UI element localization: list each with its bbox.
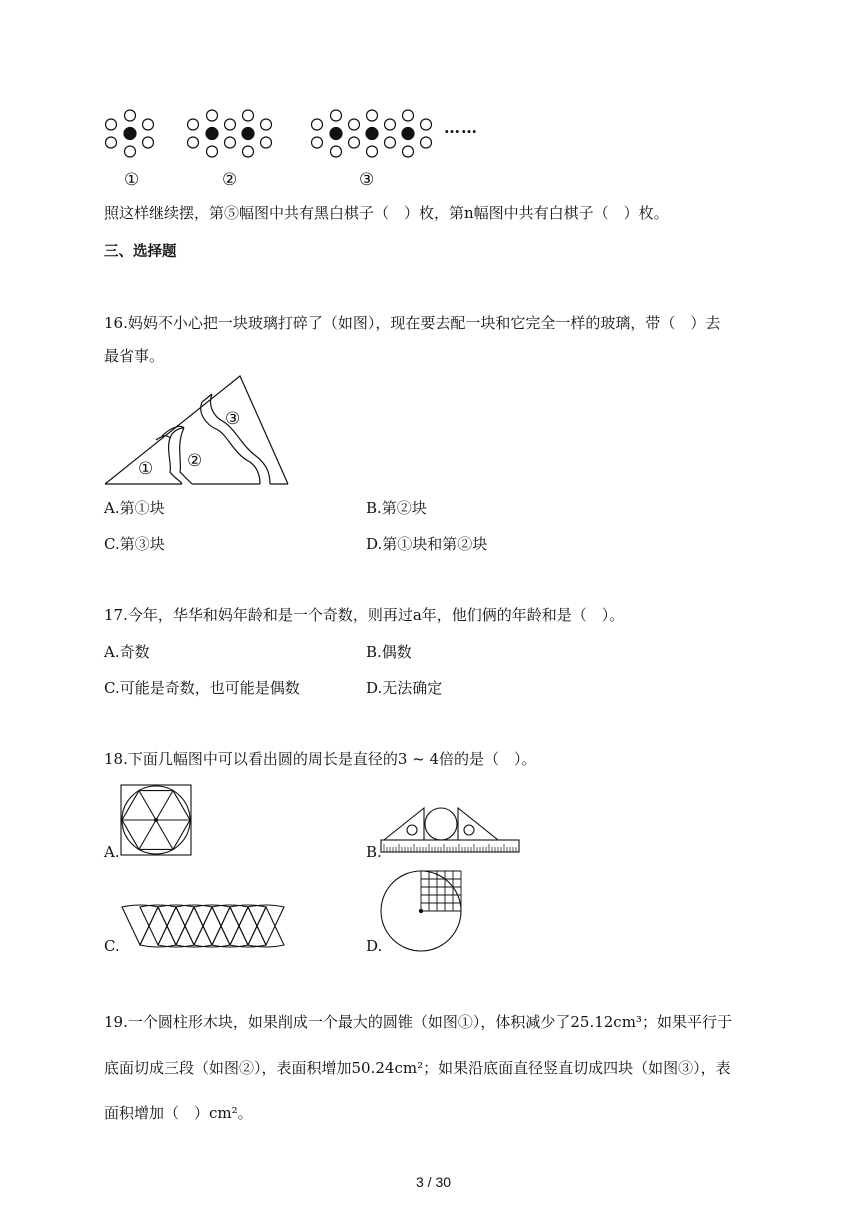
pattern-ellipsis: …… <box>444 118 478 137</box>
circle-sector <box>158 907 194 947</box>
circle-sector <box>176 905 212 945</box>
white-stone <box>403 110 414 121</box>
black-stone <box>366 128 378 140</box>
white-stone <box>225 137 236 148</box>
q18-option-c[interactable]: C. <box>104 937 120 955</box>
circle-sector <box>158 905 194 945</box>
black-stone <box>402 128 414 140</box>
white-stone <box>261 119 272 130</box>
white-stone <box>261 137 272 148</box>
white-stone <box>125 110 136 121</box>
black-stone <box>242 128 254 140</box>
white-stone <box>349 119 360 130</box>
q16-option-b[interactable]: B.第②块 <box>366 499 427 517</box>
q17-option-c[interactable]: C.可能是奇数，也可能是偶数 <box>104 679 300 697</box>
circle-sector <box>140 907 176 947</box>
white-stone <box>385 119 396 130</box>
q17-option-b[interactable]: B.偶数 <box>366 643 412 661</box>
white-stone <box>421 137 432 148</box>
circle-sector <box>176 907 212 947</box>
white-stone <box>421 119 432 130</box>
q18-option-b[interactable]: B. <box>366 843 382 861</box>
white-stone <box>125 146 136 157</box>
q19-line1: 19.一个圆柱形木块，如果削成一个最大的圆锥（如图①），体积减少了25.12cm³；如果平行于 <box>104 1013 732 1031</box>
q16-option-a[interactable]: A.第①块 <box>104 499 165 517</box>
q16-stem-line2: 最省事。 <box>104 347 165 365</box>
section-title: 三、选择题 <box>104 244 177 260</box>
circle-with-grid-figure <box>380 868 466 954</box>
q16-option-d[interactable]: D.第①块和第②块 <box>366 535 488 553</box>
circle-sector <box>212 905 248 945</box>
circle-sector <box>212 907 248 947</box>
pattern-label-1: ① <box>124 170 140 190</box>
white-stone <box>385 137 396 148</box>
q17-stem: 17.今年，华华和妈年龄和是一个奇数，则再过a年，他们俩的年龄和是（ ）。 <box>104 606 625 624</box>
circle-sectors-rearranged-figure <box>118 903 266 949</box>
q18-option-a[interactable]: A. <box>104 843 120 861</box>
black-stone <box>206 128 218 140</box>
white-stone <box>106 137 117 148</box>
q16-option-c[interactable]: C.第③块 <box>104 535 165 553</box>
circle-sector <box>194 907 230 947</box>
white-stone <box>143 119 154 130</box>
white-stone <box>225 119 236 130</box>
broken-glass-figure <box>100 372 300 492</box>
white-stone <box>243 110 254 121</box>
glass-label-2: ② <box>187 451 203 471</box>
q18-stem: 18.下面几幅图中可以看出圆的周长是直径的3 ~ 4倍的是（ ）。 <box>104 750 537 768</box>
circle-sector <box>248 905 284 945</box>
white-stone <box>188 137 199 148</box>
white-stone <box>188 119 199 130</box>
white-stone <box>143 137 154 148</box>
q19-line2: 底面切成三段（如图②），表面积增加50.24cm²；如果沿底面直径竖直切成四块（如图③），表 <box>104 1059 731 1077</box>
glass-label-1: ① <box>138 459 154 479</box>
q16-stem-line1: 16.妈妈不小心把一块玻璃打碎了（如图），现在要去配一块和它完全一样的玻璃，带（ ）去 <box>104 314 721 332</box>
white-stone <box>312 119 323 130</box>
page-number: 3 / 30 <box>416 1174 452 1190</box>
hexagon-in-circle-figure <box>120 784 192 856</box>
pattern-label-2: ② <box>222 170 238 190</box>
black-stone <box>330 128 342 140</box>
circle-sector <box>194 905 230 945</box>
q18-option-d[interactable]: D. <box>366 937 383 955</box>
circle-sector <box>122 905 158 945</box>
glass-label-3: ③ <box>225 409 241 429</box>
q19-line3: 面积增加（ ）cm²。 <box>104 1104 253 1122</box>
circle-sector <box>140 905 176 945</box>
white-stone <box>367 110 378 121</box>
circle-between-set-squares-figure <box>380 806 520 854</box>
white-stone <box>106 119 117 130</box>
white-stone <box>331 146 342 157</box>
circle-sector <box>248 907 284 947</box>
pattern-label-3: ③ <box>359 170 375 190</box>
circle-sector <box>230 905 266 945</box>
white-stone <box>349 137 360 148</box>
pattern-question-text: 照这样继续摆，第⑤幅图中共有黑白棋子（ ）枚，第n幅图中共有白棋子（ ）枚。 <box>104 204 669 222</box>
white-stone <box>312 137 323 148</box>
white-stone <box>367 146 378 157</box>
circle-sector <box>230 907 266 947</box>
black-stone <box>124 128 136 140</box>
white-stone <box>243 146 254 157</box>
white-stone <box>207 110 218 121</box>
q17-option-a[interactable]: A.奇数 <box>104 643 150 661</box>
q17-option-d[interactable]: D.无法确定 <box>366 679 443 697</box>
white-stone <box>207 146 218 157</box>
white-stone <box>331 110 342 121</box>
white-stone <box>403 146 414 157</box>
